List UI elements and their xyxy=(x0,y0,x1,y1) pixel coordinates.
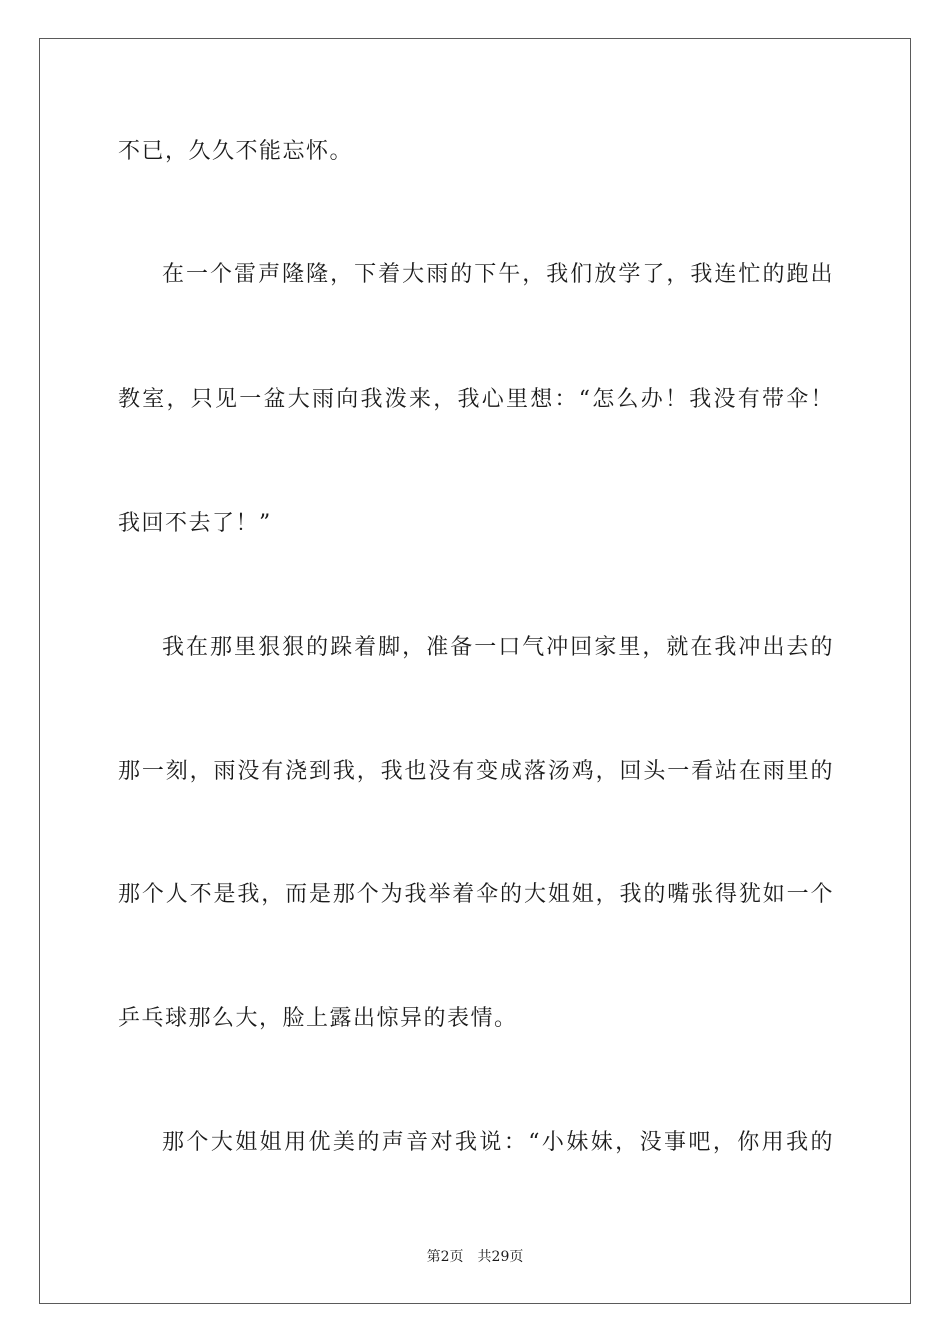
text-line: 乒乓球那么大，脸上露出惊异的表情。 xyxy=(118,1006,518,1031)
text-line: 我回不去了！” xyxy=(118,511,272,536)
page-footer xyxy=(0,1248,950,1266)
page-total: 共29页 xyxy=(477,1249,524,1265)
text-line: 在一个雷声隆隆，下着大雨的下午，我们放学了，我连忙的跑出 xyxy=(162,262,834,287)
page-number: 第2页 xyxy=(426,1249,464,1265)
text-line: 教室，只见一盆大雨向我泼来，我心里想：“怎么办！我没有带伞！ xyxy=(118,387,834,412)
text-line: 那一刻，雨没有浇到我，我也没有变成落汤鸡，回头一看站在雨里的 xyxy=(118,759,834,784)
text-line: 那个人不是我，而是那个为我举着伞的大姐姐，我的嘴张得犹如一个 xyxy=(118,882,834,907)
text-line: 我在那里狠狠的跺着脚，准备一口气冲回家里，就在我冲出去的 xyxy=(162,635,834,660)
text-line: 那个大姐姐用优美的声音对我说：“小妹妹，没事吧，你用我的 xyxy=(162,1130,834,1155)
text-line: 不已，久久不能忘怀。 xyxy=(118,139,354,164)
page-border xyxy=(39,38,911,1304)
